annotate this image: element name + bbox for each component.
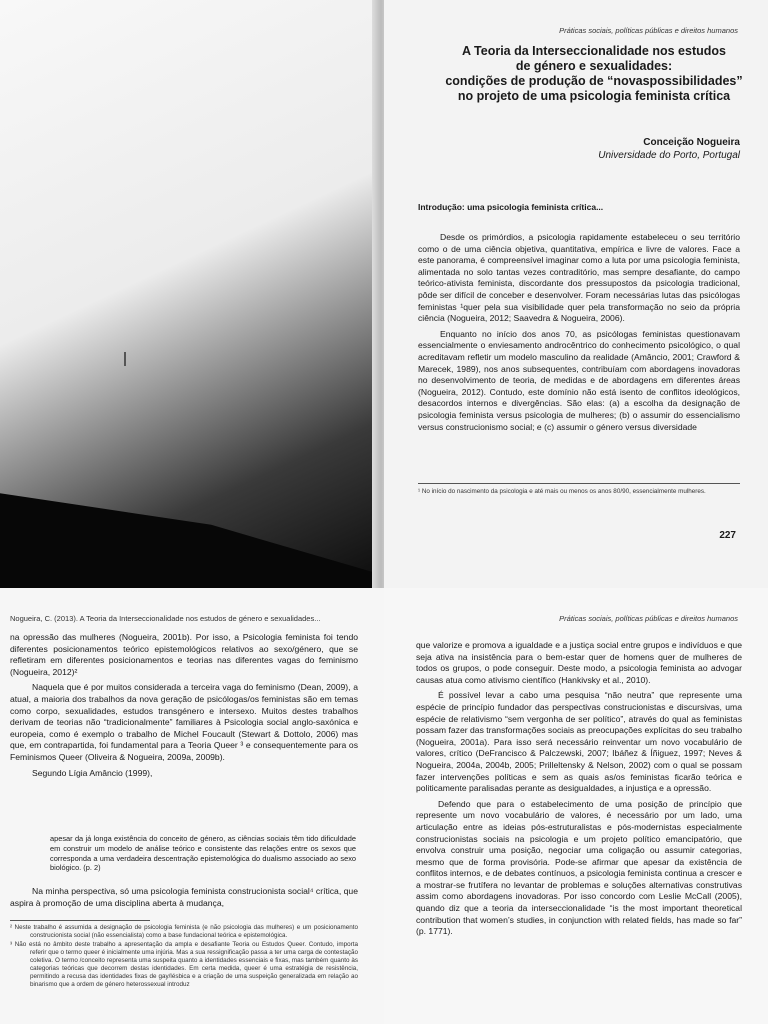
author-affiliation: Universidade do Porto, Portugal xyxy=(598,150,740,161)
section-heading: Introdução: uma psicologia feminista crítica... xyxy=(418,202,604,212)
title-line: A Teoria da Interseccionalidade nos estudos xyxy=(462,44,726,58)
scan-shadow xyxy=(0,0,384,588)
page-228 xyxy=(0,588,384,1024)
footnote-rule xyxy=(418,483,740,484)
body-text xyxy=(10,886,358,913)
author-name: Conceição Nogueira xyxy=(643,137,740,148)
running-head: Nogueira, C. (2013). A Teoria da Interseccionalidade nos estudos de género e sexualidades... xyxy=(10,614,321,623)
scan-speck xyxy=(124,352,126,366)
paragraph: Naquela que é por muitos considerada a terceira vaga do feminismo (Dean, 2009), a atual, a maioria dos trabalhos da nova geração de psicólogas/os feministas são em temas como corpo, sexualidades, estudos transgénero e intersexo. Muitos destes trabalhos derivam de teorias não “tradicionalmente” familiares à Psicologia social anglo-saxónica e europeia, como é exemplo o trabalho de Michel Foucault (Stewart & Dottolo, 2006) mas que, em contrapartida, foi fundamental para a Teoria Queer ³ e consequentemente para os Feminismos Queer (Oliveira & Nogueira, 2009a, 2009b). xyxy=(10,682,358,762)
paragraph: É possível levar a cabo uma pesquisa “não neutra” que represente uma espécie de princípio fundador das perspectivas construcionistas e discursivas, uma espécie de relativismo “sem vergonha de ser político”, através do qual as feministas possam fazer das transformações sociais as preocupações explícitas do seu trabalho (Nogueira, 2001a). Para isso será necessário reinventar um novo vocabulário de valores, crítico (DeFrancisco & Palczewski, 2007; Ibáñez & Íñiguez, 1997; Neves & Nogueira, 2004a, 2004b, 2005; Prilleltensky & Nelson, 2002) com o qual se possam fazer intervenções políticas e sem as quais as/os feministas ficarão teórica e politicamente paralisadas perante as desigualdades, a injustiça e a opressão. xyxy=(416,690,742,794)
paragraph: que valorize e promova a igualdade e a justiça social entre grupos e indivíduos e que seja ativa na insistência para o bem-estar quer de homens quer de mulheres de todos os grupos, o pode conseguir. Deste modo, a psicologia feminista ao advogar causas atua como ativismo científico (Hankivsky et al., 2010). xyxy=(416,640,742,685)
running-head: Práticas sociais, políticas públicas e direitos humanos xyxy=(559,614,738,623)
body-text xyxy=(10,632,358,783)
title-line: no projeto de uma psicologia feminista crítica xyxy=(457,89,731,103)
article-title xyxy=(444,44,744,104)
scanned-blank-page xyxy=(0,0,384,588)
footnote: ¹ No início do nascimento da psicologia e até mais ou menos os anos 80/90, essencialmente mulheres. xyxy=(418,488,706,495)
paragraph: Segundo Lígia Amâncio (1999), xyxy=(32,767,153,778)
body-text xyxy=(416,640,742,942)
running-head: Práticas sociais, políticas públicas e direitos humanos xyxy=(559,26,738,35)
paragraph: na opressão das mulheres (Nogueira, 2001b). Por isso, a Psicologia feminista foi tendo diferentes posicionamentos teórico epistemológicos relativos ao sexo/género, que se refletiram em diferentes posicionamentos e teorias nas diferentes vagas do feminismo (Nogueira, 2012)² xyxy=(10,632,358,677)
footnote: ³ Não está no âmbito deste trabalho a apresentação da ampla e desafiante Teoria ou Estudos Queer. Contudo, importa referir que o termo queer é inicialmente uma injúria. Mas a sua ressignificação passa a ter uma carga de contestação coletiva. O termo /conceito representa uma suspeita quanto a identidades essenciais e fixas, mas também quanto às categorias teóricas que decorrem destas identidades. Em certa medida, queer é uma estratégia de resistência, permitindo a recusa das identidades fixas de gay/lésbica e a criação de uma suspeição generalizada em relação ao binarismo que a ordem de género heterossexual introduz xyxy=(10,941,358,988)
footnotes xyxy=(10,924,358,990)
title-line: de género e sexualidades: xyxy=(515,59,673,73)
footnote: ² Neste trabalho é assumida a designação de psicologia feminista (e não psicologia das mulheres) e um posicionamento construcionista social (não essencialista) como a base fundacional teórica e epistemológica. xyxy=(10,924,358,939)
paragraph: Defendo que para o estabelecimento de uma posição de princípio que represente um novo vocabulário de valores, é necessário por um lado, uma articulação entre as ideias pós-estruturalistas e pós-modernistas especialmente construcionistas sociais na psicologia e um projeto político emancipatório, que envolva construir uma posição, negociar uma coligação ou assumir categorias, mesmo que de forma provisória. Pode-se afirmar que apesar da existência de conflitos internos, e de debates contínuos, a psicologia feminista continua a crescer e a mostrar-se frutífera no levantar de problemas e soluções alternativas construtivas assim como abordagens inovadoras. Por isso concordo com Leslie McCall (2005), quando diz que a teoria da interseccionalidade “is the most important theoretical contribution that women’s studies, in conjunction with related fields, has made so far” (p. 1771). xyxy=(416,798,742,937)
page-229 xyxy=(384,588,768,1024)
page-number: 227 xyxy=(719,530,736,541)
author-block xyxy=(598,136,740,162)
body-text xyxy=(418,232,740,437)
block-quote: apesar da já longa existência do conceito de género, as ciências sociais têm tido dificuldade em construir um modelo de análise teórico e consistente das relações entre os sexos que corresponda a uma verdadeira descentração epistemológica do dualismo associado ao sexo biológico. (p. 2) xyxy=(50,834,356,873)
title-line: condições de produção de “novaspossibilidades” xyxy=(445,74,743,88)
paragraph: Desde os primórdios, a psicologia rapidamente estabeleceu o seu território como o de uma ciência objetiva, quantitativa, empírica e livre de valores. Face a este panorama, é compreensível imaginar como a luta por uma psicologia feminista, alimentada no solo tantas vezes contraditório, mas sempre desafiante, do campo teórico-ativista feminista, discordante dos pressupostos da psicologia tradicional, pôde ser difícil de conceber e desenvolver. Foram necessárias lutas das psicólogas feministas ¹quer pela sua visibilidade quer pela transformação no seio da própria ciência (Nogueira, 2012; Saavedra & Nogueira, 2006). xyxy=(418,232,740,324)
page-227 xyxy=(384,0,768,588)
paragraph: Enquanto no início dos anos 70, as psicólogas feministas questionavam essencialmente o enviesamento androcêntrico do conhecimento psicológico, o qual acreditavam refletir um modelo masculino da realidade (Amâncio, 2001; Crawford & Marecek, 1989), nos anos subsequentes, contribuíam com abordagens inovadoras no desenvolvimento de teoria, de medidas e de abordagens em diferentes áreas (Nogueira, 2012). Contudo, este domínio não está isento de conflitos ideológicos, desacordos internos e divergências. São elas: (a) a escolha da designação de psicologia feminista versus psicologia de mulheres; (b) o assumir do essencialismo versus construcionismo social; e (c) assumir o género versus diversidade xyxy=(418,328,740,432)
footnote-rule xyxy=(10,920,150,921)
paragraph: Na minha perspectiva, só uma psicologia feminista construcionista social⁴ crítica, que aspira à promoção de uma disciplina aberta à mudança, xyxy=(10,886,358,908)
